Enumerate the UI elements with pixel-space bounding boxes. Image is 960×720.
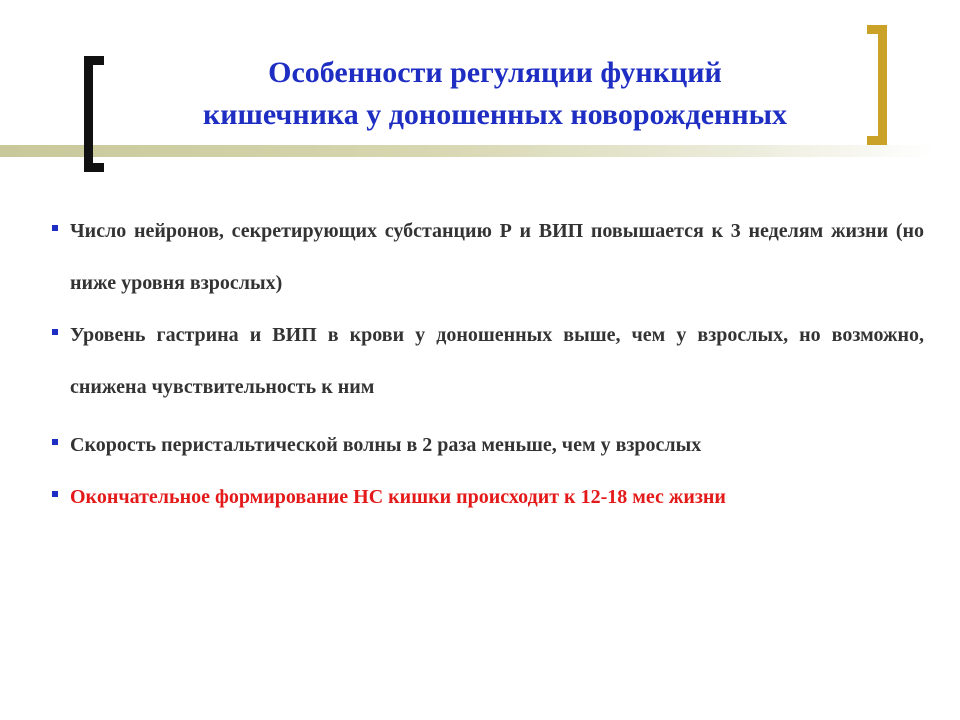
bullet-list — [52, 205, 924, 523]
bullet-square-icon — [52, 329, 58, 335]
bullet-square-icon — [52, 439, 58, 445]
bullet-square-icon — [52, 225, 58, 231]
slide-title-line-1: Особенности регуляции функций — [268, 56, 722, 89]
bullet-text: Окончательное формирование НС кишки происходит к 12-18 мес жизни — [70, 486, 726, 508]
bullet-item-nervous-system — [52, 471, 924, 523]
slide-title-line-2: кишечника у доношенных новорожденных — [202, 98, 788, 131]
bullet-item-gastrin — [52, 309, 924, 413]
title-underline-band — [0, 145, 935, 157]
bullet-square-icon — [52, 491, 58, 497]
bullet-text: Скорость перистальтической волны в 2 раза меньше, чем у взрослых — [70, 434, 702, 456]
bullet-item-peristalsis — [52, 419, 924, 471]
left-bracket-decoration — [84, 56, 93, 172]
bullet-item-neurons — [52, 205, 924, 309]
slide-title — [110, 52, 880, 136]
bullet-text: Число нейронов, секретирующих субстанцию Р и ВИП повышается к 3 неделям жизни (но ниже уровня взрослых) — [70, 220, 924, 294]
bullet-text: Уровень гастрина и ВИП в крови у доношенных выше, чем у взрослых, но возможно, снижена чувствительность к ним — [70, 324, 924, 398]
